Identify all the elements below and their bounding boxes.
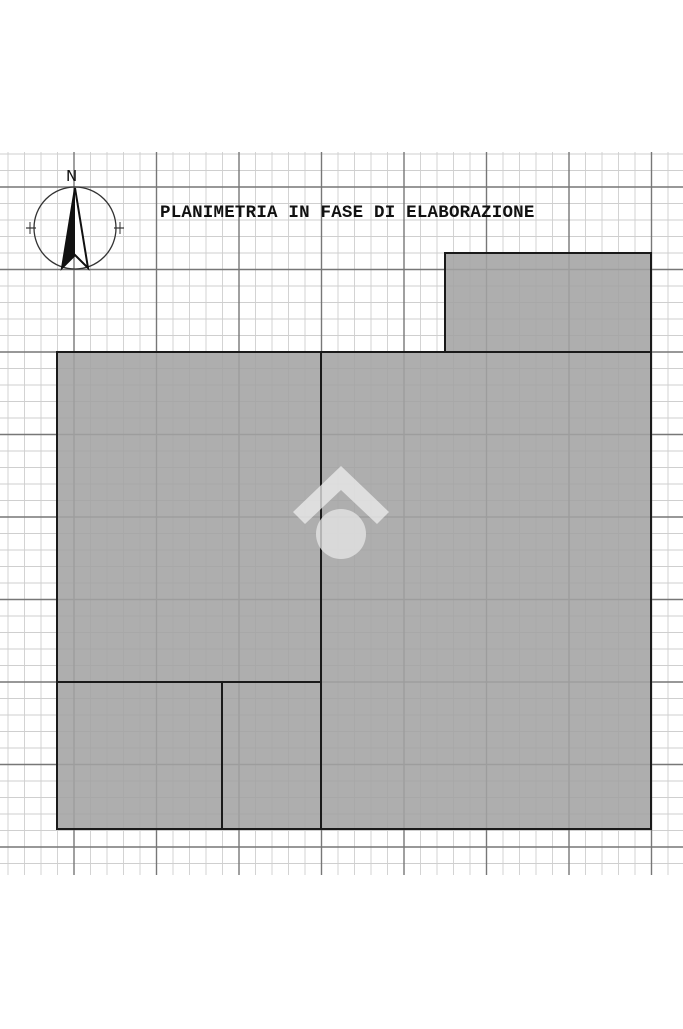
plan-title: PLANIMETRIA IN FASE DI ELABORAZIONE xyxy=(160,203,535,223)
room-right-large xyxy=(321,352,651,829)
room-top-right-annex xyxy=(445,253,651,352)
north-label: N xyxy=(66,167,78,185)
room-bottom-middle xyxy=(222,682,321,829)
room-left-large xyxy=(57,352,321,682)
room-bottom-left xyxy=(57,682,222,829)
